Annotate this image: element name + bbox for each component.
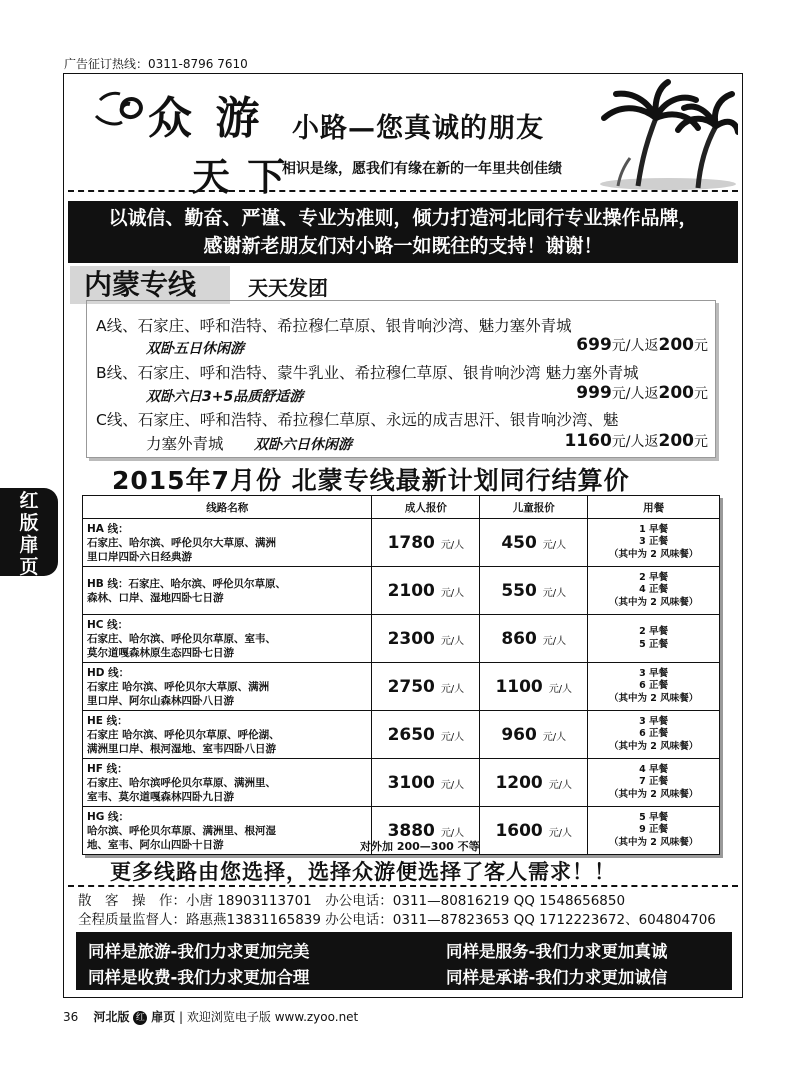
child-price: 860 元/人 [480, 615, 588, 663]
promise-4: 同样是承诺-我们力求更加诚信 [446, 968, 668, 987]
page-footer: 36 河北版 红 扉页 | 欢迎浏览电子版 www.zyoo.net [63, 1010, 359, 1024]
brand-swirl-icon [92, 86, 154, 130]
section-subtitle: 天天发团 [248, 276, 328, 300]
route-b-price: 999元/人返200元 [576, 383, 708, 403]
route-name: HE 线： 石家庄 哈尔滨、呼伦贝尔草原、呼伦湖、 满洲里口岸、根河湿地、室韦四卧八日游 [83, 711, 372, 759]
route-a-package: 双卧五日休闲游 [146, 341, 244, 357]
section-title: 内蒙专线 [70, 266, 230, 304]
contact-line-1: 散 客 操 作：小唐 18903113701 办公电话：0311—80816219 QQ 1548656850 [78, 893, 626, 909]
adult-price: 3100 元/人 [372, 759, 480, 807]
edition-label: 河北版 [93, 1010, 130, 1024]
plan-title: 2015年7月份 北蒙专线最新计划同行结算价 [112, 466, 630, 495]
brand-logo-text: 众 游 [148, 93, 264, 144]
route-name: HF 线： 石家庄、哈尔滨呼伦贝尔草原、满洲里、 室韦、莫尔道嘎森林四卧九日游 [83, 759, 372, 807]
route-c-line: C线、石家庄、呼和浩特、希拉穆仁草原、永远的成吉思汗、银肯响沙湾、魅 [96, 411, 619, 429]
meals: 5 早餐 9 正餐 （其中为 2 风味餐） [588, 807, 720, 855]
promise-2: 同样是服务-我们力求更加真诚 [446, 942, 668, 961]
meals: 2 早餐 4 正餐 （其中为 2 风味餐） [588, 567, 720, 615]
ad-hotline: 广告征订热线：0311-8796 7610 [64, 57, 248, 71]
table-row [83, 615, 720, 663]
route-b-package: 双卧六日3+5品质舒适游 [146, 389, 304, 405]
route-a-line: A线、石家庄、呼和浩特、希拉穆仁草原、银肯响沙湾、魅力塞外青城 [96, 317, 572, 335]
meals: 3 早餐 6 正餐 （其中为 2 风味餐） [588, 663, 720, 711]
route-name: HA 线： 石家庄、哈尔滨、呼伦贝尔大草原、满洲 里口岸四卧六日经典游 [83, 519, 372, 567]
adult-price: 2300 元/人 [372, 615, 480, 663]
table-row [83, 711, 720, 759]
palm-trees-image [598, 78, 738, 190]
col-header-child: 儿童报价 [480, 496, 588, 519]
mission-banner [68, 201, 738, 263]
col-header-adult: 成人报价 [372, 496, 480, 519]
promise-1: 同样是旅游-我们力求更加完美 [88, 942, 310, 961]
promise-banner [76, 932, 732, 990]
contact-line-2: 全程质量监督人：路惠燕13831165839 办公电话：0311—87823653 QQ 1712223672、604804706 [78, 912, 716, 928]
header-divider [68, 190, 738, 192]
child-price: 960 元/人 [480, 711, 588, 759]
table-row [83, 663, 720, 711]
table-row [83, 759, 720, 807]
route-b-line: B线、石家庄、呼和浩特、蒙牛乳业、希拉穆仁草原、银肯响沙湾 魅力塞外青城 [96, 364, 639, 382]
header-subslogan: 相识是缘，愿我们有缘在新的一年里共创佳绩 [282, 161, 562, 177]
side-section-tab: 红 版 扉 页 [0, 488, 58, 576]
brand-tianxia: 天 下 [192, 154, 288, 199]
col-header-route: 线路名称 [83, 496, 372, 519]
adult-price: 3880 元/人 [372, 807, 480, 855]
red-edition-mark: 红 [133, 1011, 147, 1025]
adult-price: 2650 元/人 [372, 711, 480, 759]
route-name: HB 线：石家庄、哈尔滨、呼伦贝尔草原、 森林、口岸、湿地四卧七日游 [83, 567, 372, 615]
adult-price: 2750 元/人 [372, 663, 480, 711]
child-price: 550 元/人 [480, 567, 588, 615]
route-a-price: 699元/人返200元 [576, 335, 708, 355]
footer-website[interactable]: 欢迎浏览电子版 www.zyoo.net [186, 1010, 359, 1024]
section-label: 扉页 [151, 1010, 176, 1024]
contact-divider [68, 885, 738, 887]
route-c-line-cont: 力塞外青城 [146, 435, 224, 453]
table-header-row [83, 496, 720, 519]
col-header-meals: 用餐 [588, 496, 720, 519]
child-price: 1200 元/人 [480, 759, 588, 807]
mission-line-1: 以诚信、勤奋、严谨、专业为准则，倾力打造河北同行专业操作品牌， [108, 207, 698, 229]
child-price: 1100 元/人 [480, 663, 588, 711]
route-name: HD 线： 石家庄 哈尔滨、呼伦贝尔大草原、满洲 里口岸、阿尔山森林四卧八日游 [83, 663, 372, 711]
mission-line-2: 感谢新老朋友们对小路一如既往的支持！谢谢！ [203, 235, 603, 257]
child-price: 450 元/人 [480, 519, 588, 567]
table-row [83, 519, 720, 567]
price-table [82, 495, 720, 855]
table-row [83, 567, 720, 615]
meals: 4 早餐 7 正餐 （其中为 2 风味餐） [588, 759, 720, 807]
adult-price: 2100 元/人 [372, 567, 480, 615]
price-extra-note: 对外加 200—300 不等 [360, 840, 480, 853]
page-number: 36 [63, 1010, 79, 1024]
meals: 1 早餐 3 正餐 （其中为 2 风味餐） [588, 519, 720, 567]
header-slogan: 小路—您真诚的朋友 [292, 113, 544, 144]
child-price: 1600 元/人 [480, 807, 588, 855]
more-routes-slogan: 更多线路由您选择，选择众游便选择了客人需求！！ [110, 860, 616, 884]
route-name: HG 线： 哈尔滨、呼伦贝尔草原、满洲里、根河湿 地、室韦、阿尔山四卧十日游 [83, 807, 372, 855]
meals: 2 早餐 5 正餐 [588, 615, 720, 663]
adult-price: 1780 元/人 [372, 519, 480, 567]
route-name: HC 线： 石家庄、哈尔滨、呼伦贝尔草原、室韦、 莫尔道嘎森林原生态四卧七日游 [83, 615, 372, 663]
route-c-package: 双卧六日休闲游 [254, 437, 352, 453]
route-c-price: 1160元/人返200元 [564, 431, 708, 451]
meals: 3 早餐 6 正餐 （其中为 2 风味餐） [588, 711, 720, 759]
promise-3: 同样是收费-我们力求更加合理 [88, 968, 310, 987]
